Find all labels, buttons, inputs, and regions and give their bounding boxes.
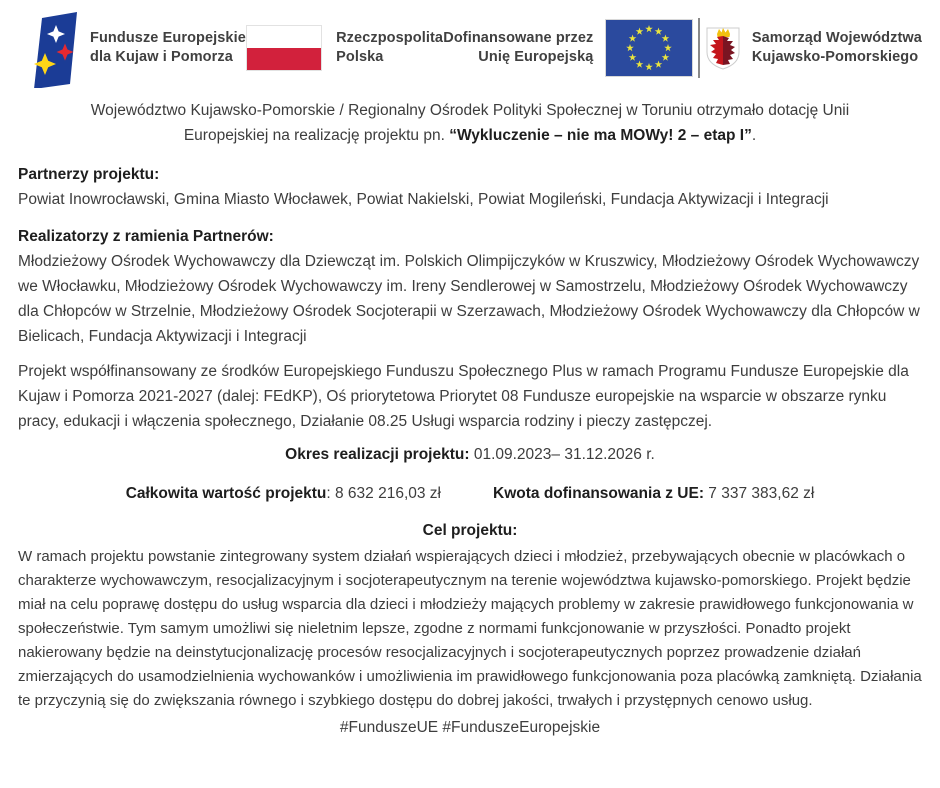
- goal-paragraph: W ramach projektu powstanie zintegrowany system działań wspierających dzieci i młodzież, przebywających obecnie w placówkach o charakterze wychowawczym, resocjalizacyjnym i socjoterapeutycznym na terenie województwa kujawsko-pomorskiego. Projekt będzie miał na celu poprawę dostępu do usług wsparcia dla dzieci i młodzieży mających problemy w zakresie prawidłowego funkcjonowania w społeczeństwie. Tym samym umożliwi się nieletnim lepsze, zgodne z normami funkcjonowanie w przyszłości. Ponadto projekt nakierowany będzie na deinstytucjonalizację procesów resocjalizacyjnych i socjoterapeutycznych poprzez prowadzenie działań zmierzających do usamodzielnienia wychowanków i umożliwienia im prawidłowego funkcjonowania poza placówką zamkniętą. Działania te przyczynią się do zwiększania równego i szybkiego dostępu do dobrej jakości, trwałych i przystępnych cenowo usług.: [18, 548, 922, 709]
- eu-block: [443, 19, 693, 77]
- intro-paragraph: Województwo Kujawsko-Pomorskie / Regionalny Ośrodek Polityki Społecznej w Toruniu otrzymało dotację Unii Europejskiej na realizację projektu pn. “Wykluczenie – nie ma MOWy! 2 – etap I”.: [90, 102, 850, 144]
- eu-flag-icon: [605, 19, 693, 77]
- realizers-heading: Realizatorzy z ramienia Partnerów:: [18, 228, 274, 245]
- project-period: [18, 442, 922, 467]
- partners-heading: Partnerzy projektu:: [18, 166, 160, 183]
- region-block: [704, 25, 922, 72]
- eu-funding-value: 7 337 383,62 zł: [704, 485, 815, 502]
- period-label: Okres realizacji projektu:: [285, 446, 470, 463]
- poland-block: [246, 25, 443, 71]
- period-value: 01.09.2023– 31.12.2026 r.: [469, 446, 655, 463]
- eu-funding-label: Kwota dofinansowania z UE:: [493, 485, 704, 502]
- goal-heading: Cel projektu:: [422, 522, 518, 539]
- amounts-row: [18, 481, 922, 506]
- realizers-list: Młodzieżowy Ośrodek Wychowawczy dla Dziewcząt im. Polskich Olimpijczyków w Kruszwicy, Młodzieżowy Ośrodek Wychowawczy we Włocławku, Młodzieżowy Ośrodek Wychowawczy im. Ireny Sendlerowej w Samostrzelu, Młodzieżowy Ośrodek Wychowawczy dla Chłopców w Strzelnie, Młodzieżowy Ośrodek Socjoterapii w Szerzawach, Młodzieżowy Ośrodek Wychowawczy dla Chłopców w Bielicach, Fundacja Aktywizacji i Integracji: [18, 253, 920, 345]
- total-value-label: Całkowita wartość projektu: [125, 485, 327, 502]
- document-body: [0, 98, 940, 740]
- poland-label: Rzeczpospolita Polska: [336, 30, 444, 65]
- intro-text: Województwo Kujawsko-Pomorskie / Regionalny Ośrodek Polityki Społecznej w Toruniu otrzymało dotację Unii Europejskiej na realizację projektu pn.: [90, 102, 850, 144]
- funding-paragraph: Projekt współfinansowany ze środków Europejskiego Funduszu Społecznego Plus w ramach Programu Fundusze Europejskie dla Kujaw i Pomorza 2021-2027 (dalej: FEdKP), Oś priorytetowa Priorytet 08 Fundusze europejskie na wsparcie w obszarze rynku pracy, edukacji i włączenia społecznego, Działanie 08.25 Usługi wsparcia rodziny i pieczy zastępczej.: [18, 363, 909, 430]
- partners-list: Powiat Inowrocławski, Gmina Miasto Włocławek, Powiat Nakielski, Powiat Mogileński, Fundacja Aktywizacji i Integracji: [18, 191, 829, 208]
- logo-header: [0, 0, 940, 90]
- fe-logo-label: Fundusze Europejskie dla Kujaw i Pomorza: [90, 30, 246, 65]
- fe-logo-block: [20, 8, 246, 88]
- hashtags: #FunduszeUE #FunduszeEuropejskie: [339, 719, 601, 736]
- poland-flag-icon: [246, 25, 322, 71]
- region-coat-of-arms-icon: [704, 25, 742, 72]
- header-divider: [698, 18, 700, 78]
- fe-funds-flag-icon: [20, 8, 78, 88]
- region-label: Samorząd Województwa Kujawsko-Pomorskiego: [751, 30, 922, 65]
- project-title: “Wykluczenie – nie ma MOWy! 2 – etap I”: [449, 127, 752, 144]
- total-value-amount: : 8 632 216,03 zł: [326, 485, 442, 502]
- total-value: [126, 481, 441, 506]
- eu-funding-label: Dofinansowane przez Unię Europejską: [443, 30, 594, 65]
- eu-funding-amount: [493, 481, 814, 506]
